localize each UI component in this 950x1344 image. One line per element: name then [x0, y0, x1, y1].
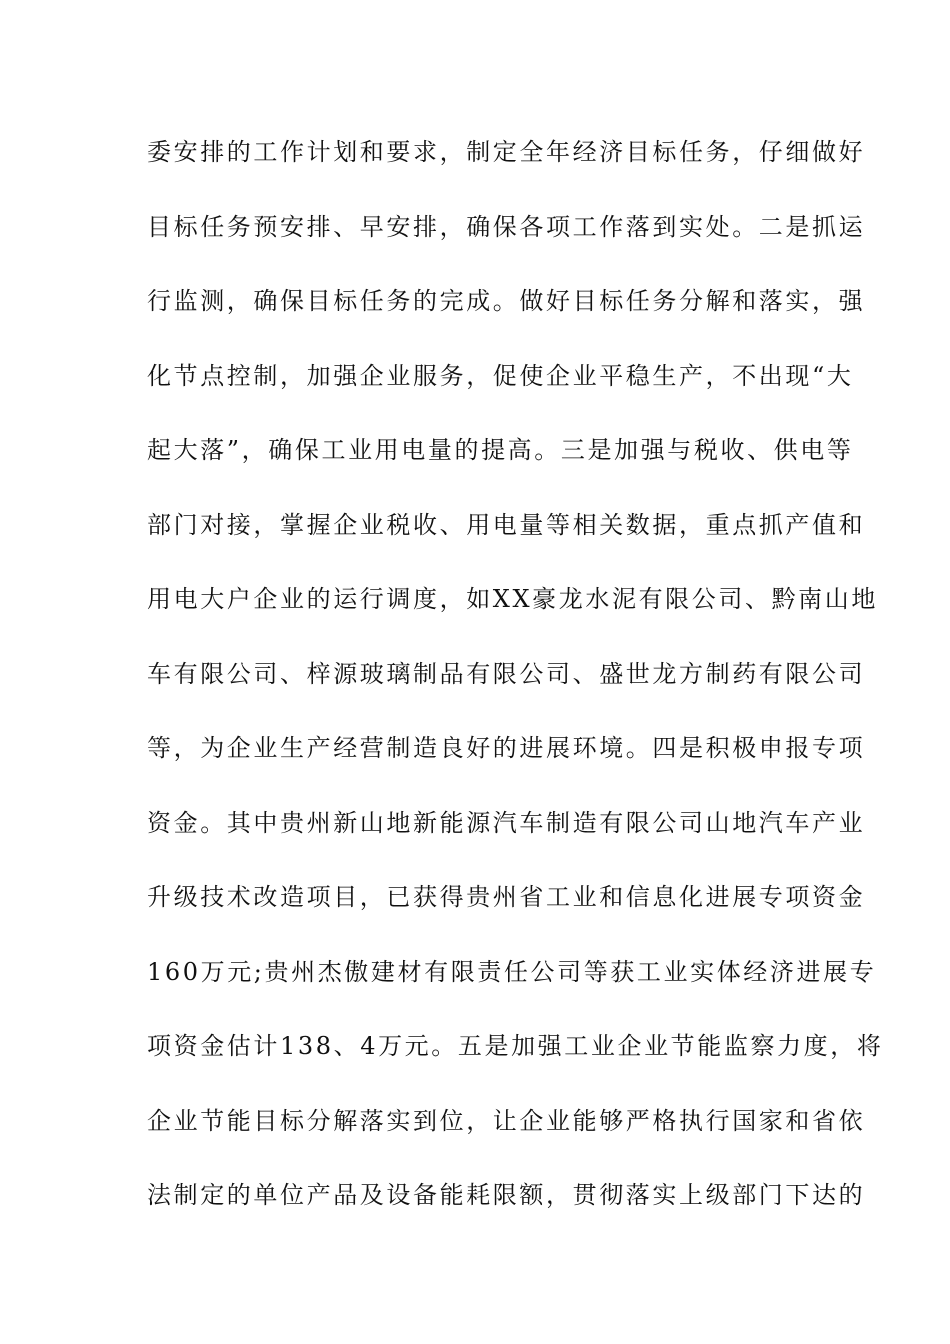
text-line-2: 目标任务预安排、早安排，确保各项工作落到实处。二是抓运 [147, 212, 866, 241]
text-line-3: 行监测，确保目标任务的完成。做好目标任务分解和落实，强 [147, 287, 866, 315]
text-line-9: 等，为企业生产经营制造良好的进展环境。四是积极申报专项 [147, 734, 866, 762]
text-line-5: 起大落”，确保工业用电量的提高。三是加强与税收、供电等 [147, 436, 854, 464]
text-line-11: 升级技术改造项目，已获得贵州省工业和信息化进展专项资金 [147, 883, 866, 911]
text-line-14: 企业节能目标分解落实到位，让企业能够严格执行国家和省依 [147, 1106, 866, 1135]
text-line-15: 法制定的单位产品及设备能耗限额，贯彻落实上级部门下达的 [147, 1181, 866, 1209]
text-line-13: 项资金估计138、4万元。五是加强工业企业节能监察力度，将 [147, 1032, 884, 1060]
body-text [147, 130, 884, 1248]
text-line-1: 委安排的工作计划和要求，制定全年经济目标任务，仔细做好 [147, 138, 866, 166]
text-line-10: 资金。其中贵州新山地新能源汽车制造有限公司山地汽车产业 [147, 808, 866, 837]
text-line-6: 部门对接，掌握企业税收、用电量等相关数据，重点抓产值和 [147, 510, 866, 539]
text-line-7: 用电大户企业的运行调度，如XX豪龙水泥有限公司、黔南山地 [147, 585, 878, 613]
text-line-4: 化节点控制，加强企业服务，促使企业平稳生产，不出现“大 [147, 361, 854, 390]
text-line-8: 车有限公司、梓源玻璃制品有限公司、盛世龙方制药有限公司 [147, 659, 866, 688]
text-line-12: 160万元;贵州杰傲建材有限责任公司等获工业实体经济进展专 [147, 957, 877, 986]
